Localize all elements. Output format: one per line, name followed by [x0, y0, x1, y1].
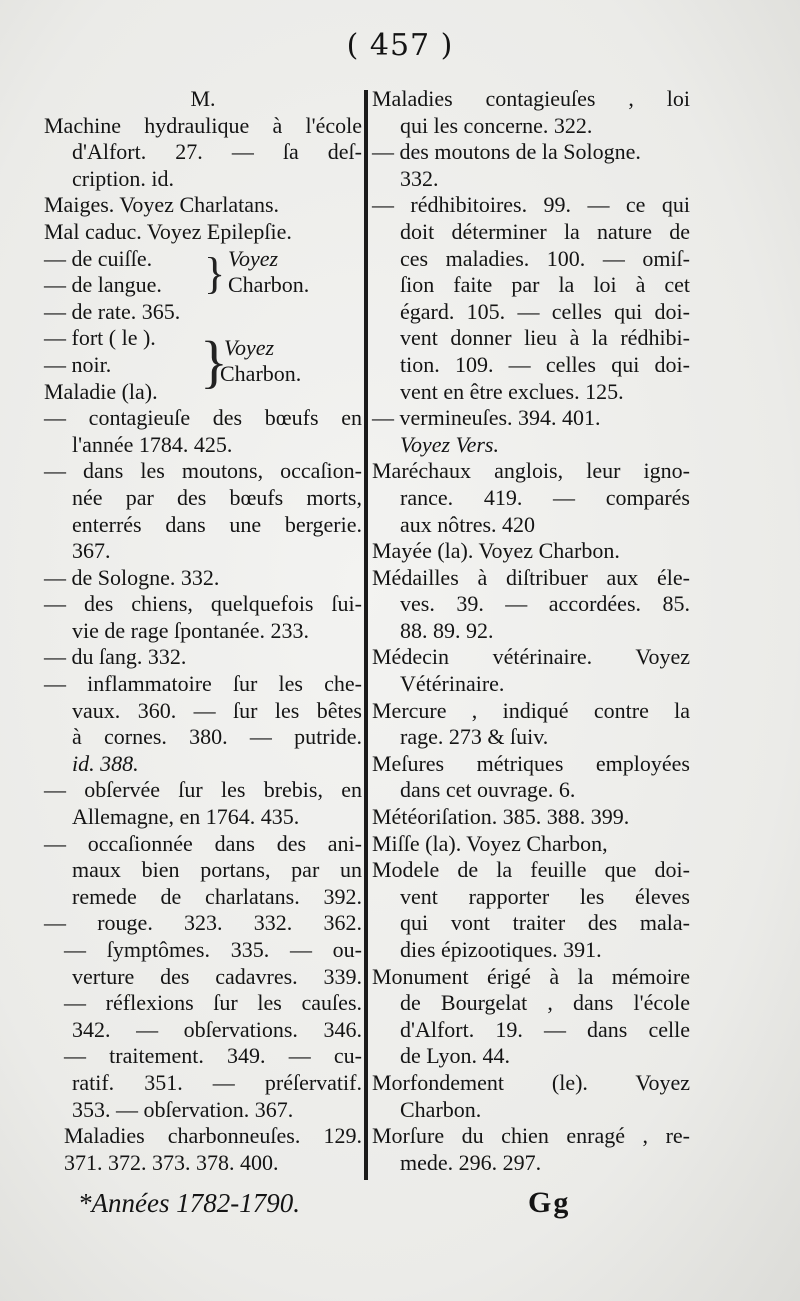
index-subentry: — ſymptômes. 335. — ou-: [64, 937, 362, 962]
brace-crossref: Voyez: [228, 245, 279, 271]
index-entry: Médailles à diſtribuer aux éle-: [372, 564, 690, 590]
index-entry-continuation: qui vont traiter des mala-: [400, 910, 690, 936]
brace-symbol: }: [204, 248, 226, 298]
index-entry: Miſſe (la). Voyez Charbon,: [372, 830, 608, 856]
index-entry-continuation: 88. 89. 92.: [400, 617, 494, 643]
index-subentry: — traitement. 349. — cu-: [64, 1043, 362, 1069]
index-entry-continuation: vent donner lieu à la rédhibi-: [400, 325, 690, 351]
index-entry: Meſures métriques employées: [372, 750, 690, 776]
index-entry-continuation: à cornes. 380. — putride.: [72, 724, 362, 750]
index-entry-continuation: remede de charlatans. 392.: [72, 883, 362, 909]
index-subentry: — rédhibitoires. 99. — ce qui: [372, 192, 690, 218]
index-entry: Morſure du chien enragé , re-: [372, 1123, 690, 1149]
index-entry: Maladie (la).: [44, 378, 158, 404]
index-subentry: — des moutons de la Sologne.: [372, 139, 641, 165]
index-entry-continuation: 342. — obſervations. 346.: [72, 1016, 362, 1042]
index-subentry: — des chiens, quelquefois ſui-: [44, 591, 362, 617]
index-entry-continuation: id. 388.: [72, 750, 139, 776]
index-subentry: — de rate. 365.: [44, 298, 181, 324]
index-entry-continuation: d'Alfort. 19. — dans celle: [400, 1016, 690, 1042]
index-entry-continuation: doit déterminer la nature de: [400, 218, 690, 244]
signature-line: *Années 1782-1790.: [78, 1188, 300, 1218]
index-entry-continuation: vent rapporter les éleves: [400, 883, 690, 909]
index-entry: Mayée (la). Voyez Charbon.: [372, 538, 620, 564]
index-entry-continuation: aux nôtres. 420: [400, 511, 536, 537]
index-entry: Médecin vétérinaire. Voyez: [372, 644, 690, 670]
index-entry-continuation: verture des cadavres. 339.: [72, 963, 362, 989]
index-subentry: — dans les moutons, occaſion-: [44, 458, 362, 484]
index-entry: Mercure , indiqué contre la: [372, 697, 690, 723]
index-entry-continuation: dans cet ouvrage. 6.: [400, 777, 576, 803]
index-entry: Maladies contagieuſes , loi: [372, 86, 690, 111]
index-entry-continuation: rance. 419. — comparés: [400, 484, 690, 510]
index-subentry: — de cuiſſe.: [44, 245, 153, 271]
index-entry-continuation: rage. 273 & ſuiv.: [400, 724, 549, 750]
index-subentry: — du ſang. 332.: [44, 644, 187, 670]
index-entry-continuation: ratif. 351. — préſervatif.: [72, 1069, 362, 1095]
index-entry: Maladies charbonneuſes. 129.: [64, 1123, 362, 1149]
index-subentry: — contagieuſe des bœufs en: [44, 405, 362, 431]
index-subentry: — occaſionnée dans des ani-: [44, 830, 362, 856]
index-entry-continuation: de Bourgelat , dans l'école: [400, 990, 690, 1016]
index-subentry: — noir.: [44, 351, 112, 377]
brace-crossref: Voyez: [224, 335, 275, 361]
index-entry: Maiges. Voyez Charlatans.: [44, 192, 280, 218]
index-entry: Météoriſation. 385. 388. 399.: [372, 804, 630, 830]
index-entry: Maréchaux anglois, leur igno-: [372, 458, 690, 484]
gathering-signature: Gg: [528, 1186, 571, 1219]
index-entry-continuation: 332.: [400, 165, 439, 191]
index-entry-continuation: cription. id.: [72, 165, 175, 191]
index-subentry: — de Sologne. 332.: [44, 564, 220, 590]
index-column-right: [372, 86, 690, 1176]
index-entry-continuation: l'année 1784. 425.: [72, 431, 233, 457]
brace-crossref-target: Charbon.: [228, 271, 310, 297]
index-entry-continuation: qui les concerne. 322.: [400, 112, 593, 138]
section-letter: M.: [190, 86, 216, 111]
index-entry: Monument érigé à la mémoire: [372, 963, 690, 989]
index-entry-continuation: ſion faite par la loi à cet: [400, 272, 690, 298]
index-entry-continuation: vent en être exclues. 125.: [400, 378, 624, 404]
index-entry-continuation: ves. 39. — accordées. 85.: [400, 591, 690, 617]
index-entry: Morfondement (le). Voyez: [372, 1069, 690, 1095]
index-entry-continuation: 371. 372. 373. 378. 400.: [64, 1149, 279, 1175]
index-entry-continuation: vaux. 360. — ſur les bêtes: [72, 697, 362, 723]
index-entry-continuation: enterrés dans une bergerie.: [72, 511, 362, 537]
index-entry-continuation: Allemagne, en 1764. 435.: [72, 804, 300, 830]
index-subentry: — de langue.: [44, 272, 162, 298]
index-entry-continuation: de Lyon. 44.: [400, 1043, 510, 1069]
index-subentry: — réflexions ſur les cauſes.: [64, 990, 362, 1016]
index-crossref: Voyez Vers.: [400, 431, 499, 457]
index-subentry: — rouge. 323. 332. 362.: [44, 910, 362, 936]
brace-symbol: }: [200, 329, 228, 395]
index-entry: Machine hydraulique à l'école: [44, 112, 362, 138]
brace-crossref-target: Charbon.: [220, 361, 302, 387]
brace-group-charbon-2: [44, 325, 362, 405]
index-entry-continuation: 353. — obſervation. 367.: [72, 1096, 294, 1122]
index-entry-continuation: 367.: [72, 538, 111, 564]
index-entry: Mal caduc. Voyez Epilepſie.: [44, 218, 292, 244]
index-subentry: — vermineuſes. 394. 401.: [372, 405, 601, 431]
index-entry-continuation: Charbon.: [400, 1096, 482, 1122]
index-subentry: — obſervée ſur les brebis, en: [44, 777, 362, 803]
index-entry-continuation: d'Alfort. 27. — ſa deſ-: [72, 139, 362, 165]
index-entry-continuation: ces maladies. 100. — omiſ-: [400, 245, 690, 271]
index-entry-continuation: tion. 109. — celles qui doi-: [400, 351, 690, 377]
index-entry-continuation: mede. 296. 297.: [400, 1149, 542, 1175]
index-entry-continuation: maux bien portans, par un: [72, 857, 362, 883]
index-entry-continuation: née par des bœufs morts,: [72, 484, 362, 510]
index-entry: Modele de la feuille que doi-: [372, 857, 690, 883]
index-subentry: — inflammatoire ſur les che-: [44, 671, 362, 697]
index-column-left: [44, 86, 362, 1176]
index-entry-continuation: Vétérinaire.: [400, 671, 505, 697]
index-subentry: — fort ( le ).: [44, 325, 156, 351]
column-divider: [364, 90, 368, 1180]
page-number: ( 457 ): [346, 28, 454, 63]
brace-group-charbon-1: [44, 246, 362, 299]
index-entry-continuation: égard. 105. — celles qui doi-: [400, 298, 690, 324]
index-entry-continuation: dies épizootiques. 391.: [400, 937, 602, 962]
index-entry-continuation: vie de rage ſpontanée. 233.: [72, 617, 310, 643]
